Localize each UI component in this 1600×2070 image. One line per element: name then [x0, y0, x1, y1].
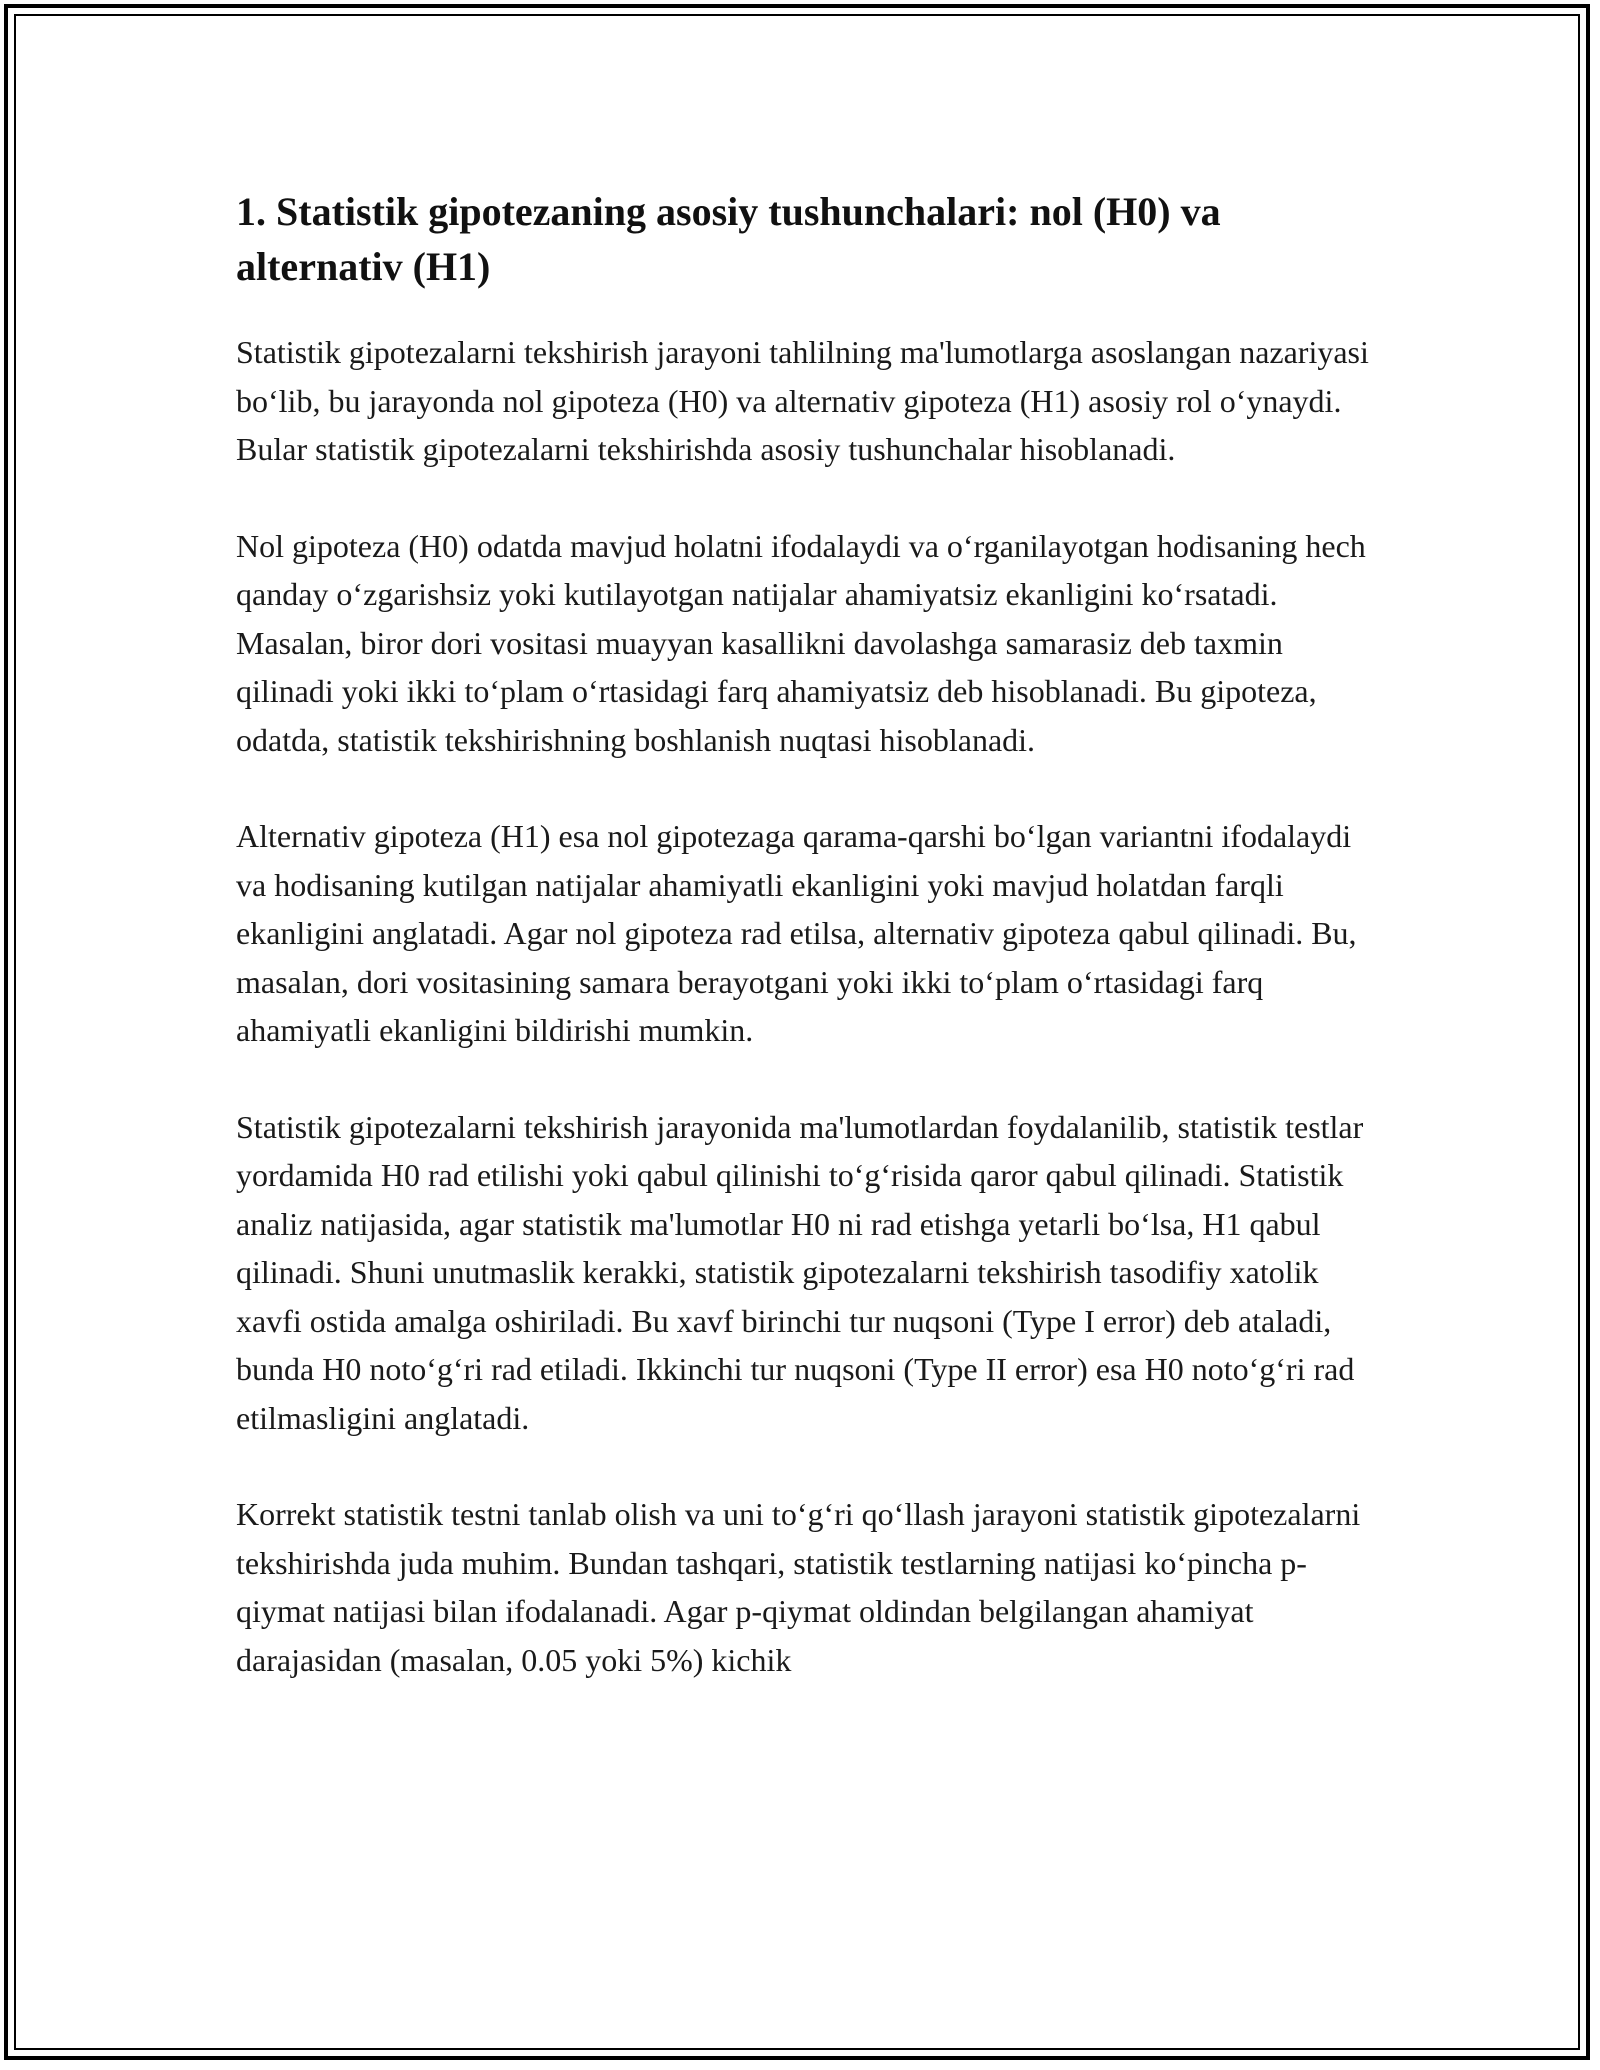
paragraph-testing-errors: Statistik gipotezalarni tekshirish jarayonida ma'lumotlardan foydalanilib, statistik testlar yordamida H0 rad etilishi yoki qabul qilinishi to‘g‘risida qaror qabul qilinadi. Statistik analiz natijasida, agar statistik ma'lumotlar H0 ni rad etishga yetarli bo‘lsa, H1 qabul qilinadi. Shuni unutmaslik kerakki, statistik gipotezalarni tekshirish tasodifiy xatolik xavfi ostida amalga oshiriladi. Bu xavf birinchi tur nuqsoni (Type I error) deb ataladi, bunda H0 noto‘g‘ri rad etiladi. Ikkinchi tur nuqsoni (Type II error) esa H0 noto‘g‘ri rad etilmasligini anglatadi. [236, 1108, 1364, 1436]
paragraph-null-hypothesis: Nol gipoteza (H0) odatda mavjud holatni ifodalaydi va o‘rganilayotgan hodisaning hech qanday o‘zgarishsiz yoki kutilayotgan natijalar ahamiyatsiz ekanligini ko‘rsatadi. Masalan, biror dori vositasi muayyan kasallikni davolashga samarasiz deb taxmin qilinadi yoki ikki to‘plam o‘rtasidagi farq ahamiyatsiz deb hisoblanadi. Bu gipoteza, odatda, statistik tekshirishning boshlanish nuqtasi hisoblanadi. [236, 527, 1366, 758]
paragraph-alternative-hypothesis: Alternativ gipoteza (H1) esa nol gipotezaga qarama-qarshi bo‘lgan variantni ifodalaydi va hodisaning kutilgan natijalar ahamiyatli ekanligini yoki mavjud holatdan farqli ekanligini anglatadi. Agar nol gipoteza rad etilsa, alternativ gipoteza qabul qilinadi. Bu, masalan, dori vositasining samara berayotgani yoki ikki to‘plam o‘rtasidagi farq ahamiyatli ekanligini bildirishi mumkin. [236, 818, 1357, 1048]
document-body [236, 184, 1376, 1732]
paragraph-intro: Statistik gipotezalarni tekshirish jarayoni tahlilning ma'lumotlarga asoslangan nazariyasi bo‘lib, bu jarayonda nol gipoteza (H0) va alternativ gipoteza (H1) asosiy rol o‘ynaydi. Bular statistik gipotezalarni tekshirishda asosiy tushunchalar hisoblanadi. [236, 334, 1369, 467]
section-heading: 1. Statistik gipotezaning asosiy tushunchalari: nol (H0) va alternativ (H1) [236, 189, 1221, 289]
paragraph-test-selection: Korrekt statistik testni tanlab olish va uni to‘g‘ri qo‘llash jarayoni statistik gipotezalarni tekshirishda juda muhim. Bundan tashqari, statistik testlarning natijasi ko‘pincha p-qiymat natijasi bilan ifodalanadi. Agar p-qiymat oldindan belgilangan ahamiyat darajasidan (masalan, 0.05 yoki 5%) kichik [236, 1496, 1361, 1678]
